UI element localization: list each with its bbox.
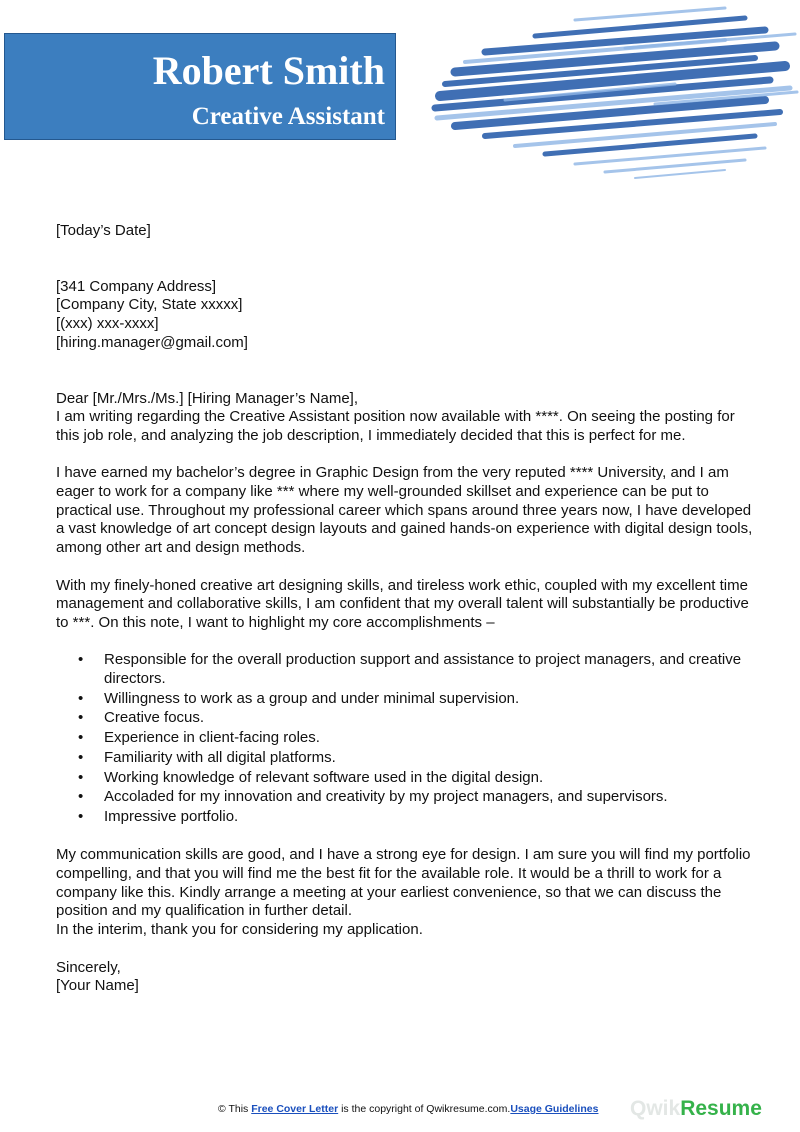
header-banner: [4, 33, 396, 140]
applicant-role: Creative Assistant: [191, 103, 385, 130]
list-item-text: Familiarity with all digital platforms.: [104, 748, 336, 766]
copyright-middle: is the copyright of Qwikresume.com.: [338, 1103, 511, 1115]
recipient-address: [56, 278, 756, 353]
letter-body: [56, 222, 756, 996]
closing: Sincerely,: [56, 958, 121, 976]
address-line: [341 Company Address]: [56, 277, 217, 295]
bullet-icon: •: [78, 729, 84, 747]
address-line: [hiring.manager@gmail.com]: [56, 333, 248, 351]
list-item-text: Willingness to work as a group and under minimal supervision.: [104, 689, 520, 707]
list-item: [56, 729, 756, 748]
list-item-text: Creative focus.: [104, 709, 205, 727]
logo-part-qwik: Qwik: [630, 1097, 681, 1120]
bullet-icon: •: [78, 768, 84, 786]
bullet-icon: •: [78, 651, 84, 669]
list-item-text: Responsible for the overall production support and assistance to project managers, and creative directors.: [104, 651, 742, 688]
bullet-icon: •: [78, 748, 84, 766]
list-item-text: Accoladed for my innovation and creativity by my project managers, and supervisors.: [104, 788, 668, 806]
decorative-streak: [635, 170, 725, 178]
list-item: [56, 769, 756, 788]
footer: [0, 1097, 800, 1132]
letter-date: [Today’s Date]: [56, 222, 151, 239]
list-item-text: Impressive portfolio.: [104, 807, 239, 825]
bullet-icon: •: [78, 788, 84, 806]
copyright-notice: [218, 1102, 598, 1116]
list-item: [56, 690, 756, 709]
logo-part-resume: Resume: [680, 1097, 762, 1120]
decorative-streaks-graphic: [425, 0, 800, 185]
applicant-name: Robert Smith: [152, 48, 385, 93]
signature: [Your Name]: [56, 977, 139, 995]
paragraph-thanks: In the interim, thank you for considering my application.: [56, 921, 423, 939]
decorative-streak: [515, 124, 775, 146]
bullet-icon: •: [78, 709, 84, 727]
paragraph-closing: My communication skills are good, and I have a strong eye for design. I am sure you will find my portfolio compelling, and that you will find me the best fit for the available role. It would be a thrill to work for a company like this. Kindly arrange a meeting at your earliest convenience, so that we can discuss the position and my qualification in further detail.: [56, 846, 751, 920]
list-item: [56, 788, 756, 807]
paragraph-intro: I am writing regarding the Creative Assistant position now available with ****. On seeing the posting for this job role, and analyzing the job description, I immediately decided that this is perfect for me.: [56, 408, 735, 444]
list-item: [56, 808, 756, 827]
usage-guidelines-link[interactable]: Usage Guidelines: [510, 1103, 599, 1115]
list-item-text: Working knowledge of relevant software used in the digital design.: [104, 768, 544, 786]
salutation: Dear [Mr./Mrs./Ms.] [Hiring Manager’s Name],: [56, 389, 359, 407]
paragraph-skills: With my finely-honed creative art designing skills, and tireless work ethic, coupled with my excellent time management and collaborative skills, I am confident that my overall talent will substantially be productive to ***. On this note, I want to highlight my core accomplishments –: [56, 576, 749, 631]
free-cover-letter-link[interactable]: Free Cover Letter: [251, 1103, 339, 1115]
list-item: [56, 749, 756, 768]
address-line: [Company City, State xxxxx]: [56, 296, 243, 314]
list-item: [56, 709, 756, 728]
list-item-text: Experience in client-facing roles.: [104, 729, 320, 747]
bullet-icon: •: [78, 807, 84, 825]
address-line: [(xxx) xxx-xxxx]: [56, 315, 159, 333]
paragraph-education: I have earned my bachelor’s degree in Graphic Design from the very reputed **** University, and I am eager to work for a company like *** where my well-grounded skillset and experience can be put to practical use. Throughout my professional career which spans around three years now, I have developed a vast knowledge of art concept design layouts and gained hands-on experience with digital design tools, among other art and design methods.: [56, 464, 753, 557]
decorative-streak: [575, 8, 725, 20]
accomplishments-list: [56, 651, 756, 826]
qwikresume-logo: [630, 1096, 762, 1122]
copyright-prefix: © This: [218, 1103, 252, 1115]
decorative-streak: [485, 112, 780, 136]
list-item: [56, 651, 756, 688]
bullet-icon: •: [78, 689, 84, 707]
